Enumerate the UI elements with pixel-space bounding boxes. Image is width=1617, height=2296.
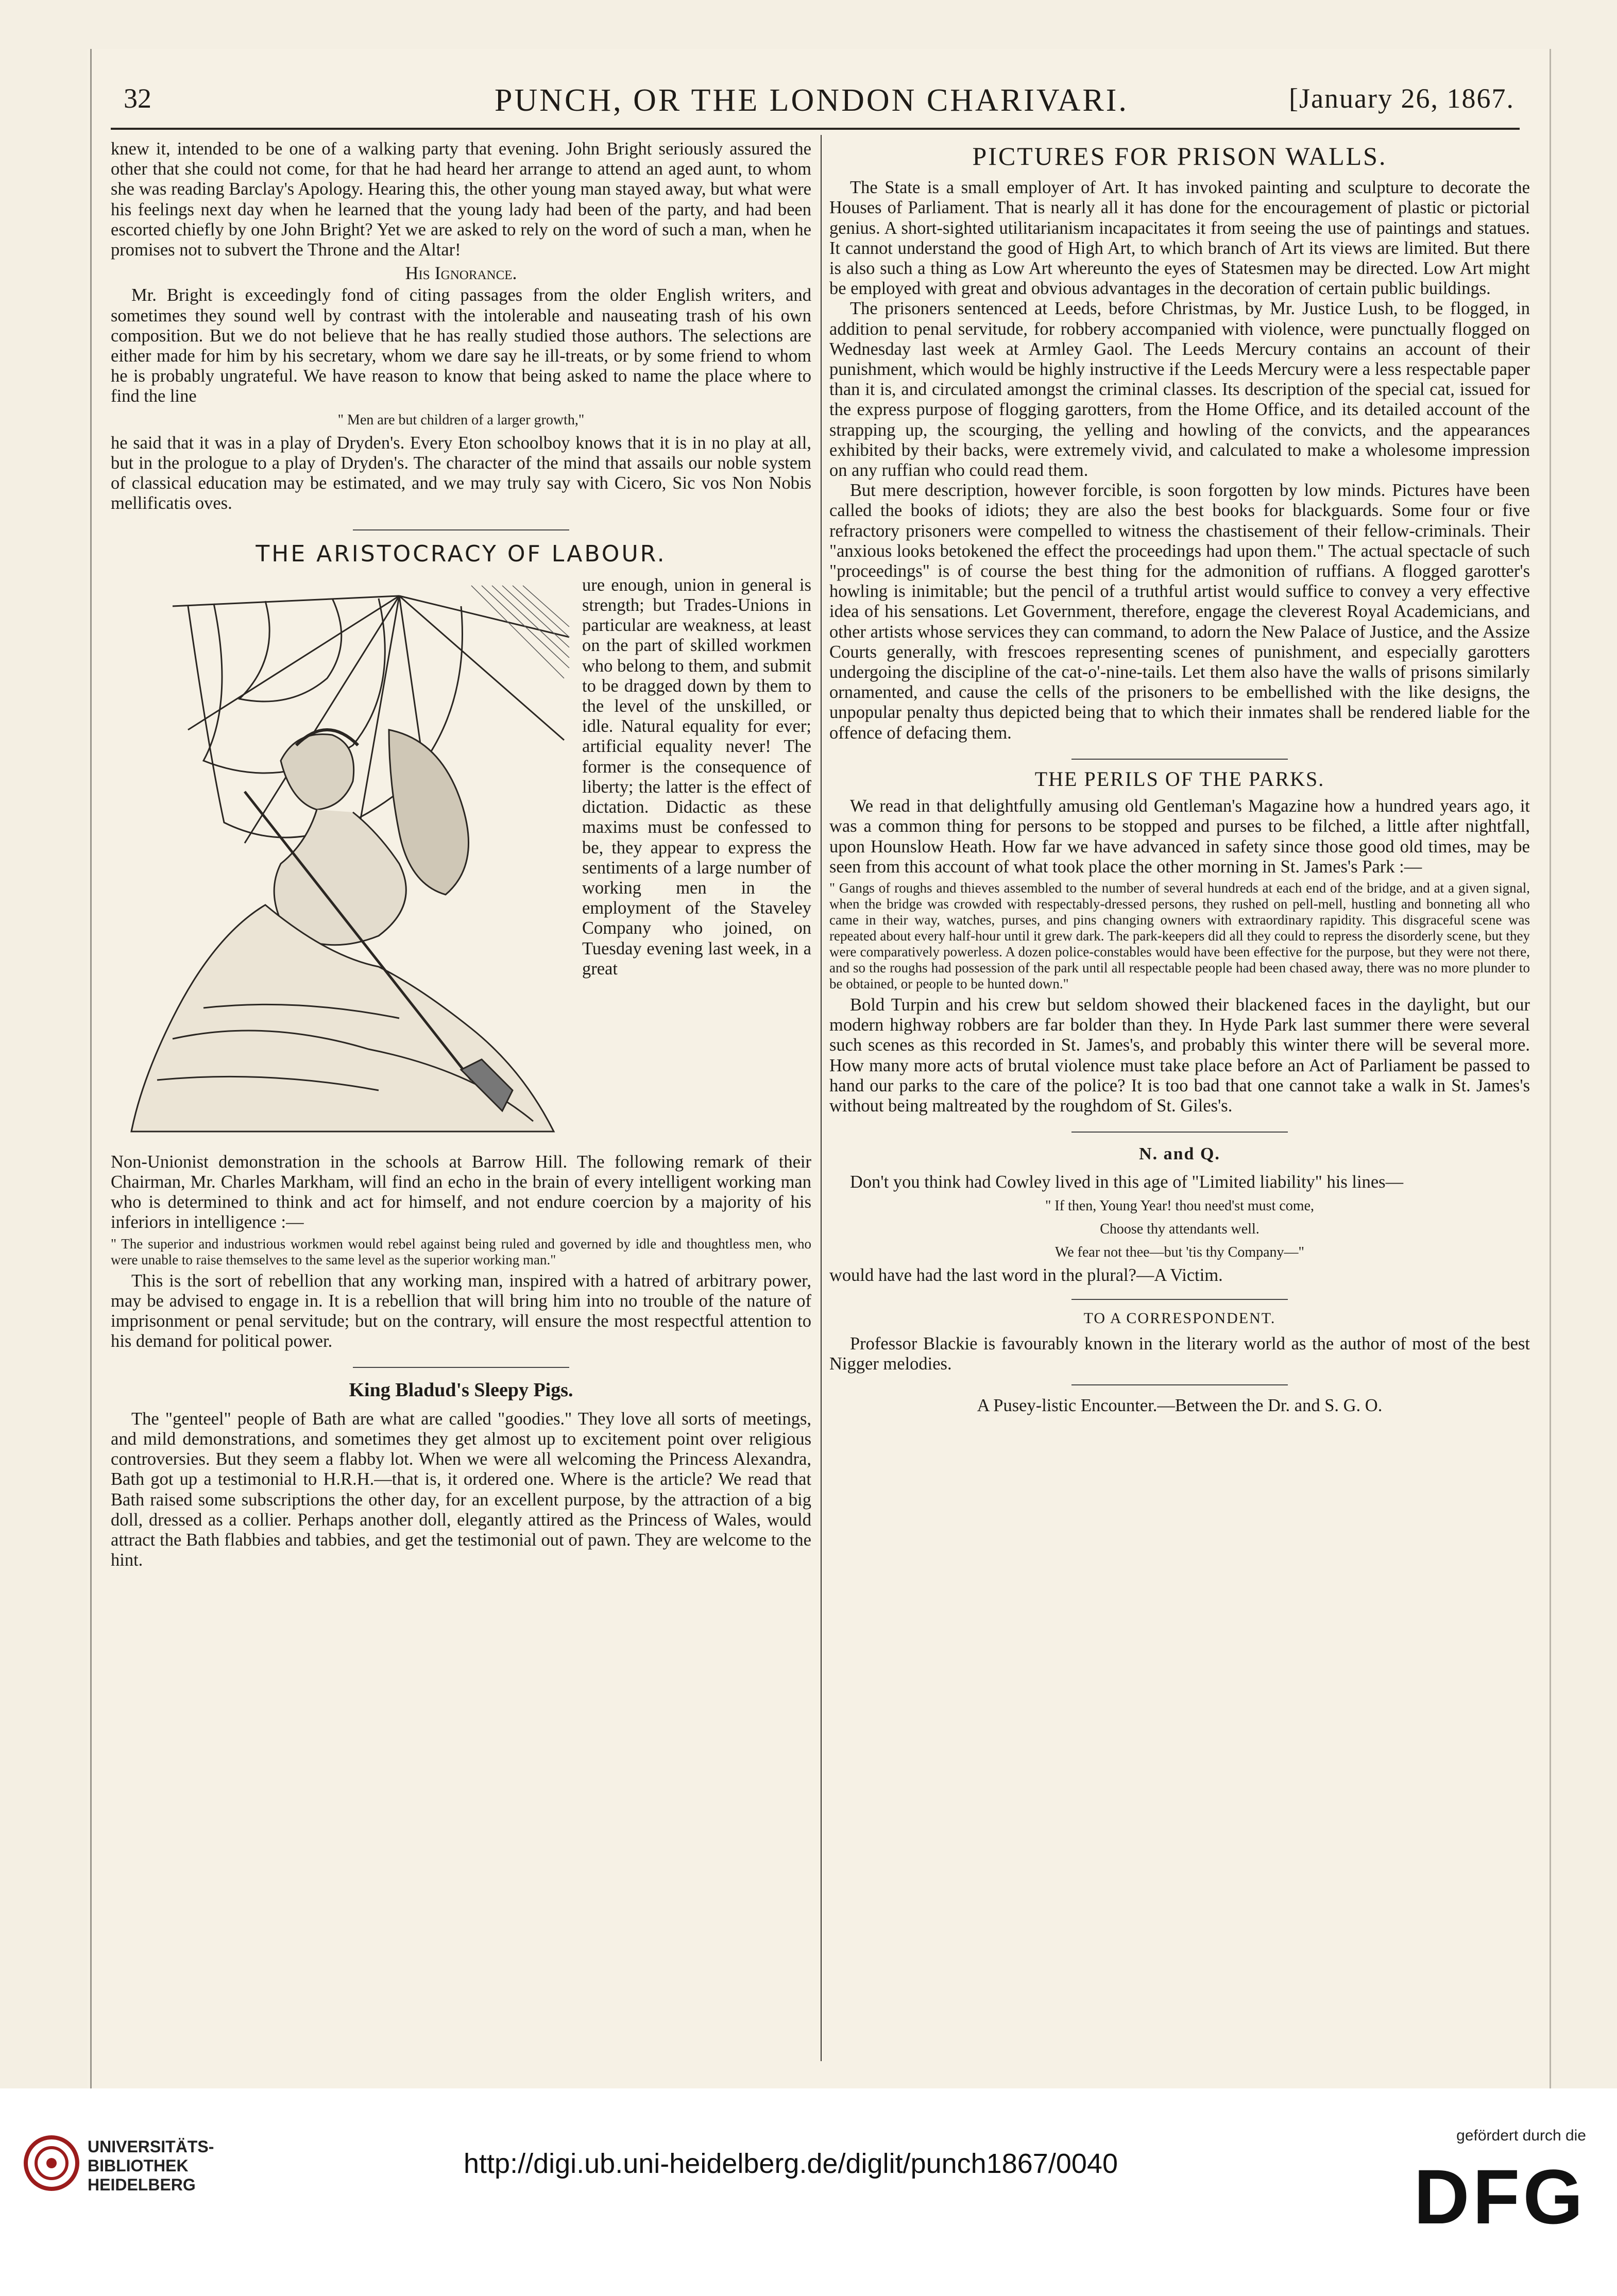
article-heading: TO A CORRESPONDENT.	[1083, 1310, 1276, 1327]
article-paragraph: Professor Blackie is favourably known in the literary world as the author of most of the best Nigger melodies.	[829, 1333, 1530, 1374]
section-separator	[1071, 1384, 1288, 1385]
library-name: UNIVERSITÄTS- BIBLIOTHEK HEIDELBERG	[88, 2137, 214, 2194]
article-paragraph: The prisoners sentenced at Leeds, before Christmas, by Mr. Justice Lush, to be flogged, in addition to penal servitude, for robbery accompanied with violence, were punctually flogged on Wednesday last week at Armley Gaol. The Leeds Mercury contains an account of their punishment, which would be highly instructive if the Leeds Mercury were a less respectable paper than it is, and circulated amongst the criminal classes. Its description of the special cat, issued for the express purpose of flogging garotters, from the Home Office, and its detailed account of the strapping up, the scourging, the yelling and howling of the convicts, and the appearances exhibited by their backs, were extremely vivid, and calculated to make a wholesome impression on any ruffian who could read them.	[829, 299, 1530, 481]
section-separator	[353, 529, 569, 530]
section-separator	[1071, 1132, 1288, 1133]
article-paragraph: Non-Unionist demonstration in the schools at Barrow Hill. The following remark of their Chairman, Mr. Charles Markham, will find an echo in the brain of every intelligent working man who is determined to think and act for himself, and not endure coercion by a majority of his inferiors in intelligence :—	[111, 1152, 811, 1232]
page-number: 32	[124, 83, 151, 114]
verse-line: " If then, Young Year! thou need'st must come,	[1045, 1197, 1314, 1214]
article-paragraph: would have had the last word in the plural?—A Victim.	[829, 1265, 1223, 1286]
funding-note: gefördert durch die	[1456, 2127, 1586, 2144]
dropcap-text: ure enough, union in general is strength; but Trades-Unions in particular are weakness, at least on the part of skilled workmen who belong to them, and submit to be dragged down by them to the level of the unskilled, or idle. Natural equality for ever; artificial equality never! The former is the consequence of liberty; the latter is the effect of dictation. Didactic as these maxims must be confessed to be, they appear to express the sentiments of a large number of working men in the employment of the Staveley Company who joined, on Tuesday evening last week, in a great	[582, 575, 811, 979]
article-heading: THE ARISTOCRACY OF LABOUR.	[256, 540, 667, 567]
article-paragraph: We read in that delightfully amusing old Gentleman's Magazine how a hundred years ago, it was a common thing for persons to be stopped and purses to be filched, a little after nightfall, upon Hounslow Heath. How far we have advanced in safety since those good old times, may be seen from this account of what took place the other morning in St. James's Park :—	[829, 796, 1530, 877]
dfg-logo: DFG	[1414, 2153, 1586, 2240]
article-paragraph: The "genteel" people of Bath are what are called "goodies." They love all sorts of meetings, and mild demonstrations, and sometimes they get almost up to excitement point over religious controversies. But they seem a flabby lot. When we were all welcoming the Princess Alexandra, Bath got up a testimonial to H.R.H.—that is, it ordered one. Where is the article? We read that Bath raised some subscriptions the other day, for an excellent purpose, by the attraction of a big doll, dressed as a collier. Perhaps another doll, elegantly attired as the Princess of Wales, would attract the Bath flabbies and tabbies, and get the testimonial out of pawn. They are welcome to the hint.	[111, 1409, 811, 1570]
article-paragraph: The State is a small employer of Art. It has invoked painting and sculpture to decorate the Houses of Parliament. That is nearly all it has done for the encouragement of plastic or pictorial genius. A short-sighted utilitarianism incapacitates it from seeing the use of paintings and statues. It cannot understand the good of High Art, to which branch of Art its views are limited. But there is also such a thing as Low Art whereunto the eyes of Statesmen may be directed. Low Art might be employed with great and obvious advantages in the decoration of certain public buildings.	[829, 178, 1530, 299]
article-heading: THE PERILS OF THE PARKS.	[1034, 767, 1325, 791]
university-library-logo-icon	[23, 2135, 80, 2191]
left-column	[111, 139, 811, 1621]
article-paragraph: he said that it was in a play of Dryden's. Every Eton schoolboy knows that it is in no play at all, but in the prologue to a play of Dryden's. The character of the mind that assails our noble system of classical education may be estimated, and we may truly say with Cicero, Sic vos Non Nobis mellificatis oves.	[111, 433, 811, 513]
page-edge-right	[1550, 49, 1551, 2088]
permalink-url[interactable]: http://digi.ub.uni-heidelberg.de/diglit/punch1867/0040	[464, 2148, 1118, 2179]
article-paragraph: Bold Turpin and his crew but seldom showed their blackened faces in the daylight, but our modern highway robbers are far bolder than they. In Hyde Park last summer there were several such scenes as this recorded in St. James's, and probably this winter there will be several more. How many more acts of brutal violence must take place before an Act of Parliament be passed to hand our parks to the care of the police? It is too bad that one cannot take a walk in St. James's without being maltreated by the roughdom of St. Giles's.	[829, 995, 1530, 1116]
page-edge-left	[90, 49, 92, 2088]
issue-date: [January 26, 1867.	[1289, 83, 1514, 114]
section-separator	[353, 1367, 569, 1368]
header-rule	[111, 128, 1520, 130]
article-heading: King Bladud's Sleepy Pigs.	[349, 1379, 573, 1401]
illustrated-article-text	[582, 575, 811, 979]
article-heading: PICTURES FOR PRISON WALLS.	[972, 142, 1387, 170]
publication-title: PUNCH, OR THE LONDON CHARIVARI.	[495, 83, 1129, 118]
right-column	[829, 139, 1530, 1416]
quoted-extract: " Gangs of roughs and thieves assembled to the number of several hundreds at each end of the bridge, and at a given signal, when the bridge was crowded with respectably-dressed persons, they rushed on pell-mell, hustling and bonneting all who came in their way, watches, purses, and pins changing owners with extraordinary rapidity. This disgraceful scene was repeated about every half-hour until it grew dark. The park-keepers did all they could to repress the disorderly scene, but they were comparatively powerless. A dozen police-constables would have been effective for the purpose, but they were not there, and so the roughs had possession of the park until all respectable people had been chased away, there was no more plunder to be obtained, or people to be hunted down."	[829, 880, 1530, 991]
article-paragraph: Don't you think had Cowley lived in this age of "Limited liability" his lines—	[850, 1172, 1404, 1192]
article-paragraph: knew it, intended to be one of a walking party that evening. John Bright seriously assured the other that she could not come, for that he had heard her arrange to attend an aged aunt, to whom she was reading Barclay's Apology. Hearing this, the other young man stayed away, but what were his feelings next day when he learned that the young lady had been of the party, and had been escorted chiefly by one John Bright? Yet we are asked to rely on the word of such a man, when he promises not to subvert the Throne and the Altar!	[111, 139, 811, 260]
engraving-illustration	[111, 575, 574, 1147]
section-separator	[1071, 1299, 1288, 1300]
quoted-extract: " The superior and industrious workmen would rebel against being ruled and governed by idle and thoughtless men, who were unable to raise themselves to the same level as the superior working man."	[111, 1236, 811, 1267]
verse-line: Choose thy attendants well.	[1100, 1221, 1259, 1237]
page-header	[124, 82, 1514, 129]
article-heading: N. and Q.	[1139, 1144, 1220, 1164]
illustrated-article-continuation	[111, 1152, 811, 1570]
closing-squib: A Pusey-listic Encounter.—Between the Dr. and S. G. O.	[977, 1395, 1383, 1415]
section-separator	[1071, 759, 1288, 760]
section-subheading: His Ignorance.	[405, 263, 517, 284]
verse-line: We fear not thee—but 'tis thy Company—"	[1055, 1244, 1304, 1260]
quotation: " Men are but children of a larger growth,"	[337, 412, 585, 428]
illustrated-article	[111, 575, 811, 1621]
article-paragraph: This is the sort of rebellion that any working man, inspired with a hatred of arbitrary power, may be advised to engage in. It is a rebellion that will bring him into no trouble of the nature of imprisonment or penal servitude; but on the contrary, will ensure the most respectful attention to his demand for political power.	[111, 1271, 811, 1351]
article-paragraph: Mr. Bright is exceedingly fond of citing passages from the older English writers, and sometimes they sound well by contrast with the intolerable and nauseating trash of his own composition. But we do not believe that he has really studied those authors. The selections are either made for him by his secretary, whom we dare say he ill-treats, or by some friend to whom he is probably ungrateful. We have reason to know that being asked to name the place where to find the line	[111, 285, 811, 406]
article-paragraph: But mere description, however forcible, is soon forgotten by low minds. Pictures have been called the books of idiots; they are also the best books for blackguards. Some four or five refractory prisoners were compelled to witness the chastisement of their fellow-criminals. Their "anxious looks betokened the effect the proceedings had upon them." The actual spectacle of such "proceedings" is of course the best thing for the admonition of ruffians. A flogged garotter's howling is inimitable; but the pencil of a truthful artist would suffice to convey a very effective idea of his sensations. Let Government, therefore, engage the cleverest Royal Academicians, and other artists whose services they can command, to adorn the New Palace of Justice, and the Assize Courts generally, with frescoes representing scenes of punishment, and especially garotters undergoing the discipline of the cat-o'-nine-tails. Let them also have the walls of prisons similarly ornamented, and cause the cells of the prisoners to be embellished with the like designs, the unpopular penalty thus depicted being that to which their inmates shall be rendered liable for the offence of defacing them.	[829, 481, 1530, 743]
digitization-footer	[0, 2088, 1617, 2296]
column-divider	[821, 135, 822, 2061]
